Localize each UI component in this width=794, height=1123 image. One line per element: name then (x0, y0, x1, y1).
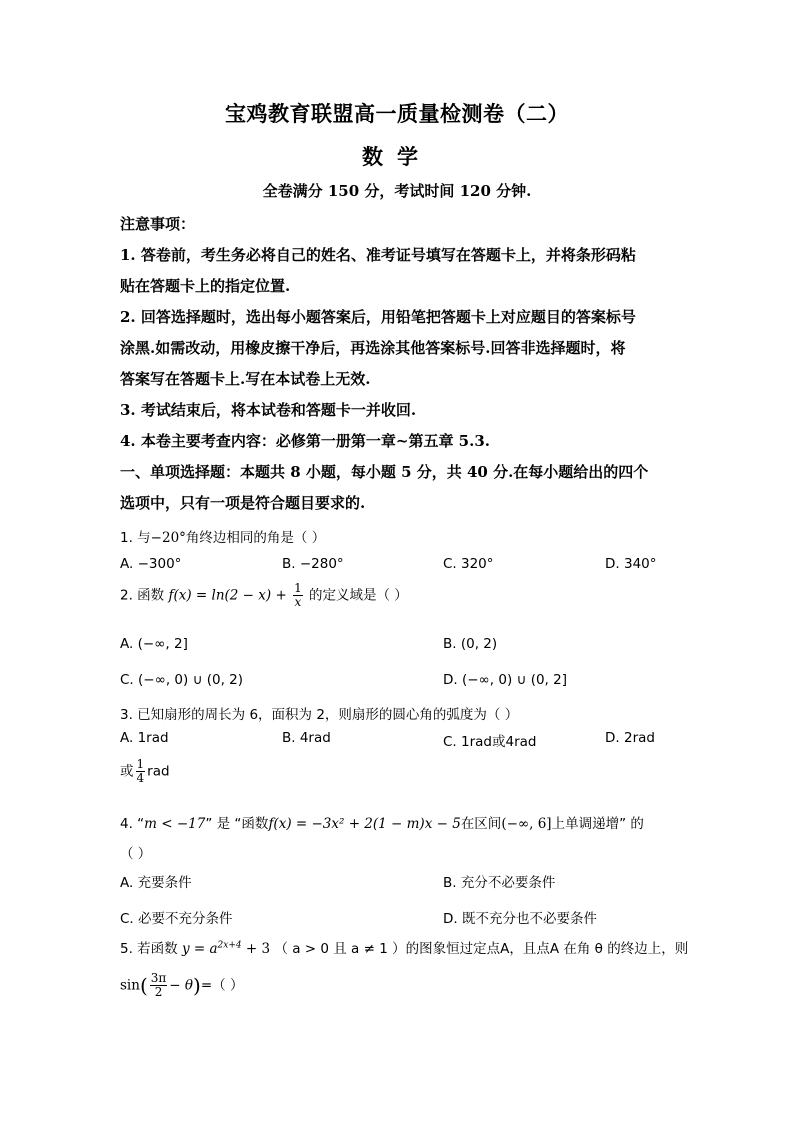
question-text: 1. 与 (120, 530, 151, 546)
math-expression: + 3 (245, 941, 271, 957)
option-c: C. (−∞, 0) ∪ (0, 2) (120, 672, 244, 688)
option-b: B. 充分不必要条件 (443, 875, 556, 891)
math-expression: m < −17 (144, 816, 206, 832)
option-a: A. 1rad (120, 730, 169, 746)
notes-line: 涂黑.如需改动，用橡皮擦干净后，再选涂其他答案标号.回答非选择题时，将 (120, 339, 626, 357)
fraction-numerator: 1 (294, 581, 302, 595)
notes-line: 答案写在答题卡上.写在本试卷上无效. (120, 370, 371, 388)
option-d-continuation (120, 758, 170, 785)
question-text: 的定义域是（ ） (309, 587, 408, 604)
question-5-expression (120, 972, 243, 999)
question-text: 的图象恒过定点A，且点A 在角 θ 的终边上，则 (405, 941, 689, 957)
option-a: A. −300° (120, 556, 182, 572)
option-text: 或 (120, 763, 134, 780)
option-d: D. 既不充分也不必要条件 (443, 911, 597, 927)
math-expression: (−∞, 6] (501, 816, 552, 832)
question-1 (120, 526, 325, 546)
math-expression: f(x) = ln(2 − x) + (168, 587, 287, 604)
math-exponent: 2x+4 (217, 940, 242, 951)
math-expression: − θ (169, 977, 194, 994)
option-c: C. 1rad或4rad (443, 734, 537, 750)
option-text: rad (147, 763, 170, 780)
fraction-denominator: x (294, 595, 302, 609)
question-4-paren: （ ） (120, 846, 152, 862)
notes-line: 2. 回答选择题时，选出每小题答案后，用铅笔把答题卡上对应题目的答案标号 (120, 308, 636, 326)
math-expression: f(x) = −3x² + 2(1 − m)x − 5 (268, 816, 461, 832)
exam-meta: 全卷满分 150 分，考试时间 120 分钟. (262, 182, 532, 200)
exam-subject: 数学 (362, 144, 432, 169)
question-text: 5. 若函数 (120, 941, 178, 957)
question-text: 4. “ (120, 816, 145, 832)
fraction (293, 582, 303, 609)
question-text: 2. 函数 (120, 587, 165, 604)
option-d: D. 340° (605, 556, 657, 572)
fraction-denominator: 4 (136, 771, 145, 785)
option-a: A. 充要条件 (120, 875, 192, 891)
option-b: B. −280° (282, 556, 344, 572)
question-text: （ a > 0 且 a ≠ 1 ） (274, 941, 406, 957)
option-a: A. (−∞, 2] (120, 636, 188, 652)
option-b: B. 4rad (282, 730, 331, 746)
question-4 (120, 812, 644, 832)
section-heading: 选项中，只有一项是符合题目要求的. (120, 494, 366, 512)
left-paren: ( (139, 973, 148, 998)
notes-line: 4. 本卷主要考查内容：必修第一册第一章~第五章 5.3. (120, 432, 490, 450)
question-text: 上单调递增” 的 (551, 816, 644, 832)
notes-line: 贴在答题卡上的指定位置. (120, 277, 291, 295)
fraction-denominator: 2 (154, 985, 163, 999)
fraction-numerator: 3π (150, 971, 167, 985)
option-d: D. (−∞, 0) ∪ (0, 2] (443, 672, 567, 688)
question-text: =（ ） (200, 977, 244, 994)
exam-title: 宝鸡教育联盟高一质量检测卷（二） (225, 101, 569, 126)
option-c: C. 320° (443, 556, 494, 572)
question-3: 3. 已知扇形的周长为 6，面积为 2，则扇形的圆心角的弧度为（ ） (120, 707, 519, 723)
question-2 (120, 582, 408, 609)
fraction-numerator: 1 (136, 757, 145, 771)
notes-line: 3. 考试结束后，将本试卷和答题卡一并收回. (120, 401, 417, 419)
math-expression: sin (120, 977, 140, 994)
question-5 (120, 937, 688, 957)
question-text: 角终边相同的角是（ ） (185, 530, 326, 546)
option-b: B. (0, 2) (443, 636, 498, 652)
right-paren: ) (193, 973, 201, 998)
math-expression: −20° (150, 530, 186, 546)
option-d: D. 2rad (605, 730, 655, 746)
option-c: C. 必要不充分条件 (120, 911, 233, 927)
notes-heading: 注意事项： (120, 215, 196, 233)
fraction (150, 972, 168, 999)
notes-line: 1. 答卷前，考生务必将自己的姓名、准考证号填写在答题卡上，并将条形码粘 (120, 246, 636, 264)
question-text: ” 是 “函数 (205, 816, 269, 832)
fraction (136, 758, 146, 785)
math-expression: y = a (181, 941, 218, 957)
section-heading: 一、单项选择题：本题共 8 小题，每小题 5 分，共 40 分.在每小题给出的四个 (120, 463, 649, 481)
question-text: 在区间 (460, 816, 502, 832)
